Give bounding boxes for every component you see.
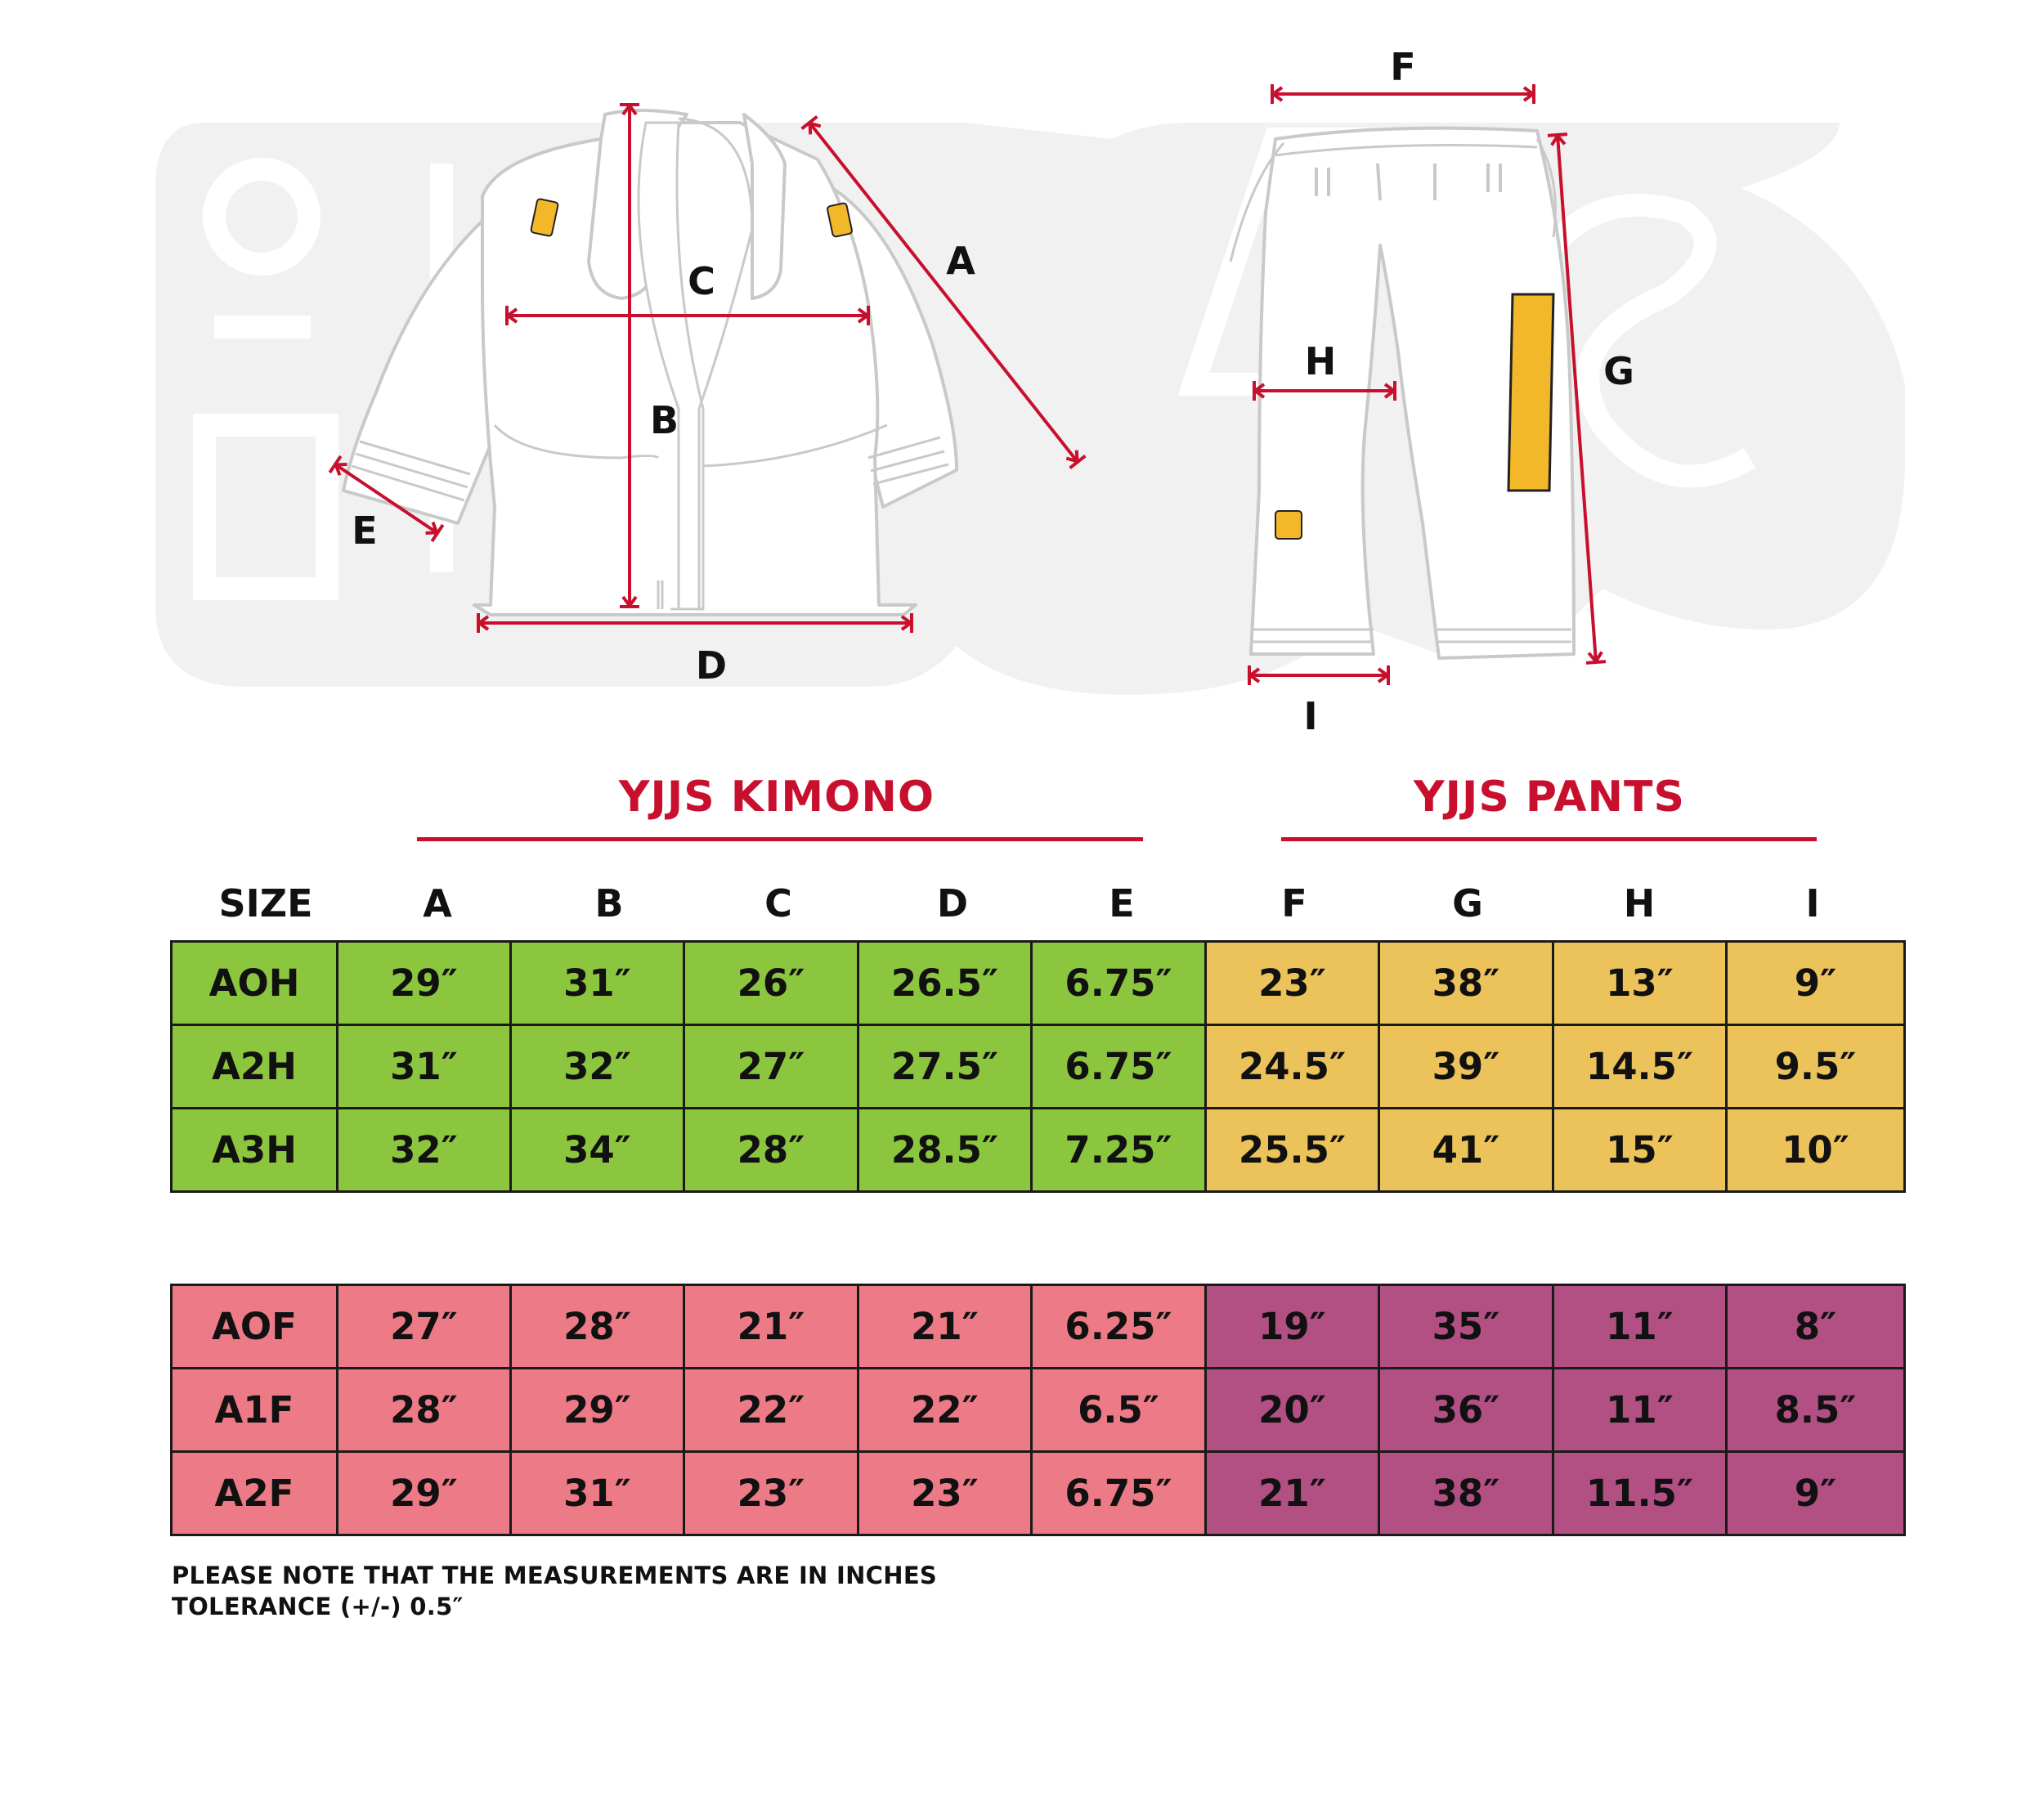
value-cell: 8″ [1727, 1285, 1905, 1369]
value-cell: 9″ [1727, 1452, 1905, 1535]
pants-section-title: YJJS PANTS [1414, 773, 1685, 822]
value-cell: 6.75″ [1032, 942, 1206, 1025]
size-cell: AOF [172, 1285, 338, 1369]
kimono-title-rule [417, 837, 1143, 841]
value-cell: 31″ [511, 942, 684, 1025]
value-cell: 20″ [1206, 1369, 1379, 1452]
value-cell: 27″ [338, 1285, 511, 1369]
value-cell: 13″ [1553, 942, 1727, 1025]
value-cell: 23″ [1206, 942, 1379, 1025]
measure-label-d: D [695, 643, 728, 688]
size-cell: AOH [172, 942, 338, 1025]
measure-label-a: A [946, 239, 975, 283]
value-cell: 22″ [858, 1369, 1032, 1452]
value-cell: 34″ [511, 1109, 684, 1192]
value-cell: 32″ [338, 1109, 511, 1192]
value-cell: 28.5″ [858, 1109, 1032, 1192]
value-cell: 8.5″ [1727, 1369, 1905, 1452]
measurement-diagram [0, 0, 2044, 752]
measure-label-c: C [688, 259, 715, 303]
value-cell: 28″ [511, 1285, 684, 1369]
header-h: H [1623, 881, 1656, 925]
table-row [172, 1025, 1905, 1109]
table-row [172, 1452, 1905, 1535]
value-cell: 7.25″ [1032, 1109, 1206, 1192]
table-row [172, 1369, 1905, 1452]
size-cell: A2H [172, 1025, 338, 1109]
value-cell: 22″ [684, 1369, 858, 1452]
value-cell: 31″ [511, 1452, 684, 1535]
value-cell: 26.5″ [858, 942, 1032, 1025]
size-table-2 [170, 1284, 1906, 1536]
value-cell: 27.5″ [858, 1025, 1032, 1109]
header-f: F [1281, 881, 1307, 925]
value-cell: 6.75″ [1032, 1452, 1206, 1535]
value-cell: 24.5″ [1206, 1025, 1379, 1109]
value-cell: 25.5″ [1206, 1109, 1379, 1192]
value-cell: 6.25″ [1032, 1285, 1206, 1369]
measurement-note [172, 1560, 937, 1622]
value-cell: 23″ [858, 1452, 1032, 1535]
value-cell: 26″ [684, 942, 858, 1025]
header-c: C [764, 881, 792, 925]
size-cell: A1F [172, 1369, 338, 1452]
value-cell: 36″ [1379, 1369, 1553, 1452]
value-cell: 9″ [1727, 942, 1905, 1025]
value-cell: 23″ [684, 1452, 858, 1535]
header-b: B [594, 881, 624, 925]
size-cell: A3H [172, 1109, 338, 1192]
header-i: I [1805, 881, 1820, 925]
table-row [172, 1109, 1905, 1192]
value-cell: 15″ [1553, 1109, 1727, 1192]
pants-title-rule [1281, 837, 1817, 841]
table-row [172, 1285, 1905, 1369]
value-cell: 9.5″ [1727, 1025, 1905, 1109]
value-cell: 29″ [511, 1369, 684, 1452]
value-cell: 38″ [1379, 942, 1553, 1025]
value-cell: 10″ [1727, 1109, 1905, 1192]
value-cell: 31″ [338, 1025, 511, 1109]
measure-label-f: F [1390, 45, 1416, 89]
value-cell: 38″ [1379, 1452, 1553, 1535]
value-cell: 21″ [1206, 1452, 1379, 1535]
value-cell: 32″ [511, 1025, 684, 1109]
value-cell: 19″ [1206, 1285, 1379, 1369]
value-cell: 27″ [684, 1025, 858, 1109]
value-cell: 41″ [1379, 1109, 1553, 1192]
value-cell: 39″ [1379, 1025, 1553, 1109]
value-cell: 28″ [338, 1369, 511, 1452]
header-size: SIZE [218, 881, 313, 925]
value-cell: 6.5″ [1032, 1369, 1206, 1452]
header-e: E [1109, 881, 1135, 925]
value-cell: 11.5″ [1553, 1452, 1727, 1535]
value-cell: 21″ [684, 1285, 858, 1369]
measure-label-i: I [1303, 694, 1318, 738]
kimono-section-title: YJJS KIMONO [618, 773, 935, 822]
header-a: A [423, 881, 452, 925]
header-g: G [1452, 881, 1483, 925]
table-row [172, 942, 1905, 1025]
measure-label-b: B [650, 398, 679, 442]
value-cell: 28″ [684, 1109, 858, 1192]
value-cell: 29″ [338, 942, 511, 1025]
header-d: D [936, 881, 969, 925]
note-line-tolerance: TOLERANCE (+/-) 0.5″ [172, 1593, 464, 1620]
measure-label-h: H [1304, 339, 1337, 383]
measure-label-g: G [1603, 349, 1634, 393]
value-cell: 29″ [338, 1452, 511, 1535]
value-cell: 21″ [858, 1285, 1032, 1369]
note-line-inches: PLEASE NOTE THAT THE MEASUREMENTS ARE IN INCHES [172, 1562, 938, 1589]
value-cell: 6.75″ [1032, 1025, 1206, 1109]
measure-label-e: E [352, 509, 378, 553]
value-cell: 11″ [1553, 1285, 1727, 1369]
value-cell: 14.5″ [1553, 1025, 1727, 1109]
size-cell: A2F [172, 1452, 338, 1535]
value-cell: 35″ [1379, 1285, 1553, 1369]
value-cell: 11″ [1553, 1369, 1727, 1452]
size-table-1 [170, 940, 1906, 1193]
